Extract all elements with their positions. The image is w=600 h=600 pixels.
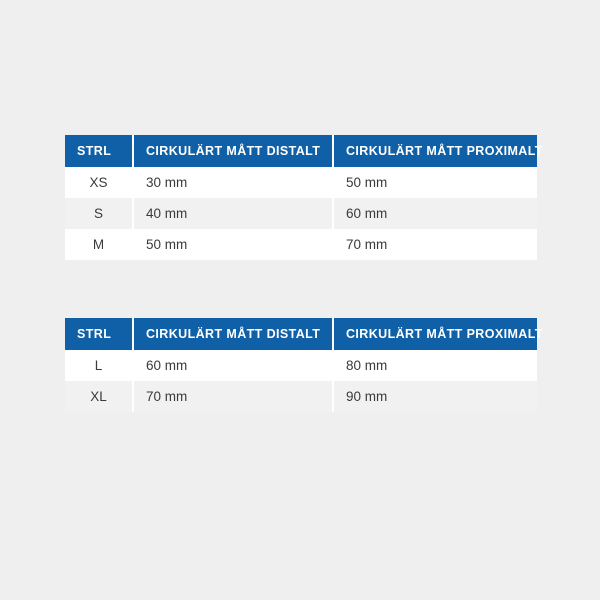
cell-distalt: 30 mm [133,167,333,198]
table-row [65,350,537,381]
cell-strl: XS [65,167,133,198]
cell-proximalt: 80 mm [333,350,537,381]
cell-strl: M [65,229,133,260]
size-table-large [65,318,543,412]
table-body [65,167,537,260]
table-header [65,135,543,167]
cell-distalt: 60 mm [133,350,333,381]
cell-distalt: 40 mm [133,198,333,229]
column-header-distalt: CIRKULÄRT MÅTT DISTALT [133,318,333,350]
table-header-row [65,318,537,350]
cell-proximalt: 50 mm [333,167,537,198]
table-row [65,167,537,198]
column-header-strl: STRL [65,318,133,350]
column-header-distalt: CIRKULÄRT MÅTT DISTALT [133,135,333,167]
cell-proximalt: 60 mm [333,198,537,229]
table-row [65,198,537,229]
table-body [65,350,537,412]
table-row [65,381,537,412]
cell-strl: S [65,198,133,229]
table-header-row [65,135,537,167]
cell-distalt: 50 mm [133,229,333,260]
size-table-small [65,135,543,260]
column-header-proximalt: CIRKULÄRT MÅTT PROXIMALT [333,135,537,167]
table-gap [65,260,537,318]
cell-strl: L [65,350,133,381]
column-header-proximalt: CIRKULÄRT MÅTT PROXIMALT [333,318,537,350]
size-tables-container [65,135,543,412]
cell-strl: XL [65,381,133,412]
column-header-strl: STRL [65,135,133,167]
cell-distalt: 70 mm [133,381,333,412]
table-row [65,229,537,260]
cell-proximalt: 90 mm [333,381,537,412]
cell-proximalt: 70 mm [333,229,537,260]
table-header [65,318,543,350]
